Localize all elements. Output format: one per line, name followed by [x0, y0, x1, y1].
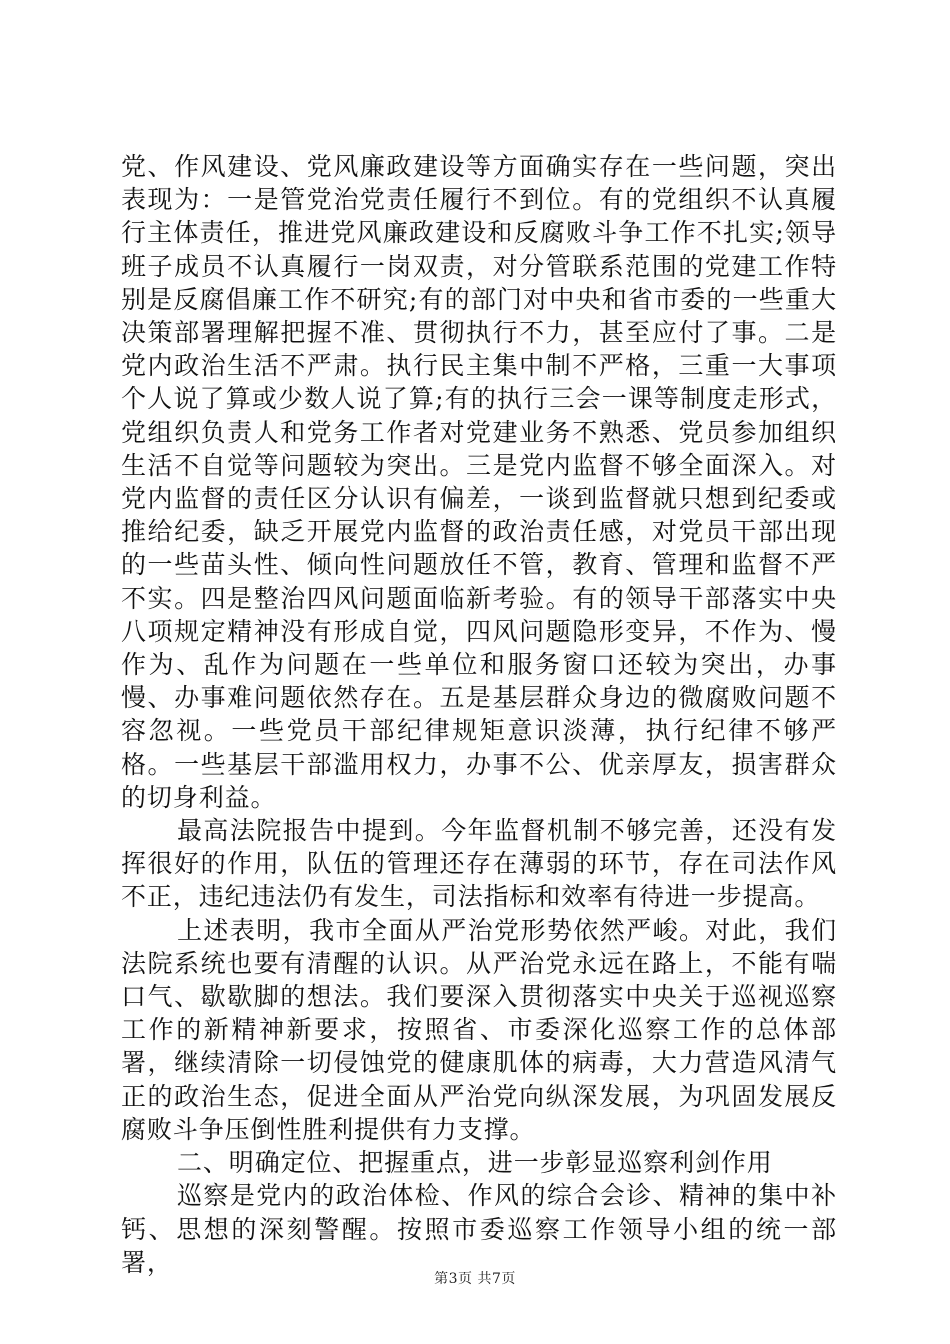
paragraph-situation-summary: 上述表明，我市全面从严治党形势依然严峻。对此，我们法院系统也要有清醒的认识。从严治党永远在路上，不能有喘口气、歇歇脚的想法。我们要深入贯彻落实中央关于巡视巡察工作的新精神新要求，按照省、市委深化巡察工作的总体部署，继续清除一切侵蚀党的健康肌体的病毒，大力营造风清气正的政治生态，促进全面从严治党向纵深发展，为巩固发展反腐败斗争压倒性胜利提供有力支撑。 — [121, 915, 837, 1144]
section-heading-2: 二、明确定位、把握重点，进一步彰显巡察利剑作用 — [177, 1148, 773, 1178]
page-number-footer: 第3页 共7页 — [434, 1271, 516, 1287]
paragraph-problems: 党、作风建设、党风廉政建设等方面确实存在一些问题，突出表现为：一是管党治党责任履行不到位。有的党组织不认真履行主体责任，推进党风廉政建设和反腐败斗争工作不扎实;领导班子成员不认真履行一岗双责，对分管联系范围的党建工作特别是反腐倡廉工作不研究;有的部门对中央和省市委的一些重大决策部署理解把握不准、贯彻执行不力，甚至应付了事。二是党内政治生活不严肃。执行民主集中制不严格，三重一大事项个人说了算或少数人说了算;有的执行三会一课等制度走形式，党组织负责人和党务工作者对党建业务不熟悉、党员参加组织生活不自觉等问题较为突出。三是党内监督不够全面深入。对党内监督的责任区分认识有偏差，一谈到监督就只想到纪委或推给纪委，缺乏开展党内监督的政治责任感，对党员干部出现的一些苗头性、倾向性问题放任不管，教育、管理和监督不严不实。四是整治四风问题面临新考验。有的领导干部落实中央八项规定精神没有形成自觉，四风问题隐形变异，不作为、慢作为、乱作为问题在一些单位和服务窗口还较为突出，办事慢、办事难问题依然存在。五是基层群众身边的微腐败问题不容忽视。一些党员干部纪律规矩意识淡薄，执行纪律不够严格。一些基层干部滥用权力，办事不公、优亲厚友，损害群众的切身利益。 — [121, 152, 837, 812]
paragraph-supreme-court-report: 最高法院报告中提到。今年监督机制不够完善，还没有发挥很好的作用，队伍的管理还存在薄弱的环节，存在司法作风不正，违纪违法仍有发生，司法指标和效率有待进一步提高。 — [121, 816, 837, 912]
document-body — [121, 150, 837, 1279]
paragraph-inspection-definition: 巡察是党内的政治体检、作风的综合会诊、精神的集中补钙、思想的深刻警醒。按照市委巡察工作领导小组的统一部署， — [121, 1181, 837, 1277]
